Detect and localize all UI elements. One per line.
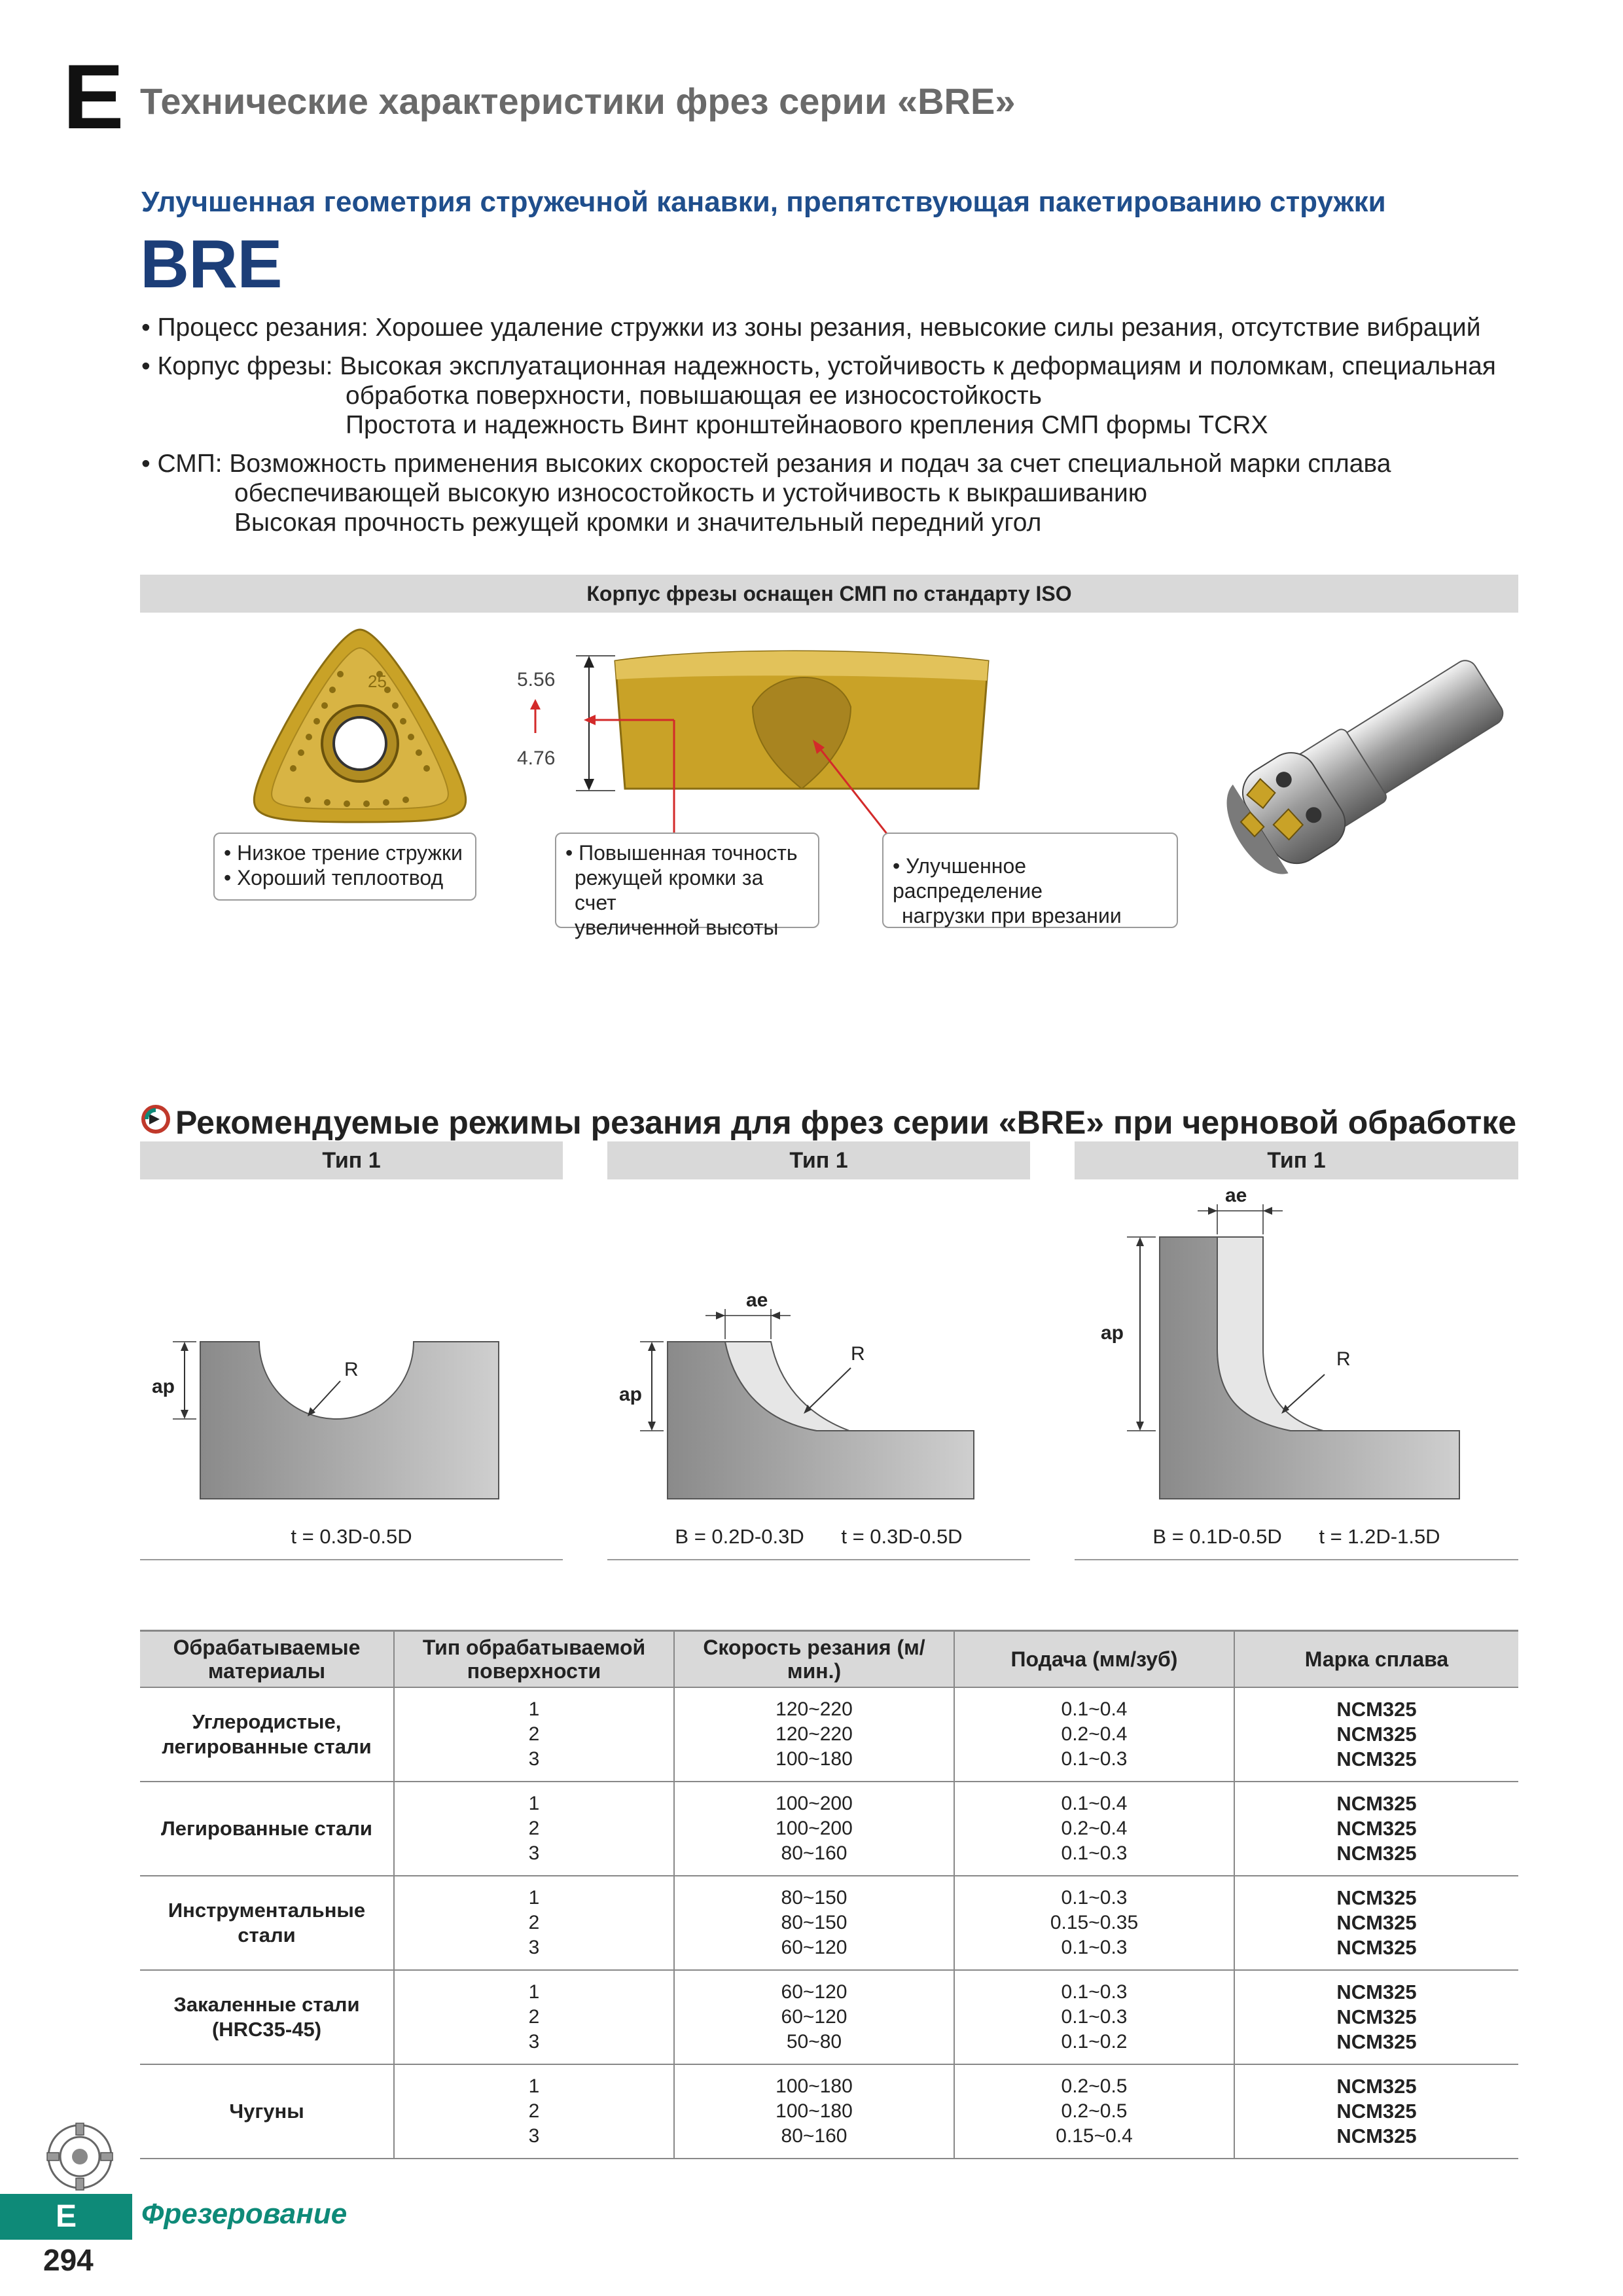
callout-line: • Улучшенное распределение bbox=[893, 854, 1043, 903]
value: 2 bbox=[528, 1723, 540, 1745]
type-cell bbox=[394, 2064, 674, 2159]
bullet-process bbox=[141, 313, 1496, 342]
value: 0.2~0.4 bbox=[1061, 1818, 1128, 1839]
material-cell: Углеродистые, легированные стали bbox=[140, 1687, 394, 1782]
formula-type-2 bbox=[607, 1525, 1030, 1549]
value: 0.1~0.2 bbox=[1061, 2031, 1128, 2053]
cutting-data-table bbox=[140, 1630, 1518, 2159]
value: 80~150 bbox=[781, 1912, 847, 1933]
cutter-logo-icon bbox=[41, 2121, 119, 2193]
label-ap: ap bbox=[619, 1384, 643, 1405]
value: NCM325 bbox=[1336, 1911, 1417, 1934]
type-cell bbox=[394, 1687, 674, 1782]
value: 0.2~0.5 bbox=[1061, 2075, 1128, 2097]
value: 80~160 bbox=[781, 1842, 847, 1864]
grade-cell bbox=[1234, 1782, 1518, 1876]
value: NCM325 bbox=[1336, 1723, 1417, 1746]
value: 60~120 bbox=[781, 1937, 847, 1958]
value: 60~120 bbox=[781, 1981, 847, 2003]
feed-cell bbox=[954, 1782, 1234, 1876]
callout-line: нагрузки при врезании bbox=[902, 904, 1122, 927]
formula: B = 0.1D-0.5D bbox=[1152, 1525, 1282, 1548]
insert-section-bar: Корпус фрезы оснащен СМП по стандарту ISO bbox=[140, 575, 1518, 613]
speed-cell bbox=[674, 1782, 954, 1876]
header-grade: Марка сплава bbox=[1234, 1631, 1518, 1688]
dimension-top: 5.56 bbox=[517, 669, 556, 691]
bullet-line: обеспечивающей высокую износостойкость и устойчивость к выкрашиванию bbox=[234, 479, 1148, 507]
value: 0.15~0.4 bbox=[1056, 2125, 1133, 2147]
formula-type-1 bbox=[140, 1525, 563, 1549]
value: 3 bbox=[528, 1937, 540, 1958]
value: 80~150 bbox=[781, 1887, 847, 1909]
value: 100~200 bbox=[776, 1818, 853, 1839]
value: 0.1~0.3 bbox=[1061, 1981, 1128, 2003]
value: NCM325 bbox=[1336, 2005, 1417, 2028]
callout-chip-friction bbox=[213, 833, 476, 901]
divider bbox=[1075, 1559, 1518, 1560]
type-cell bbox=[394, 1876, 674, 1970]
callout-line: • Низкое трение стружки bbox=[224, 841, 463, 865]
formula-type-3 bbox=[1075, 1525, 1518, 1549]
value: 2 bbox=[528, 2006, 540, 2028]
series-name: BRE bbox=[140, 226, 282, 302]
divider bbox=[607, 1559, 1030, 1560]
value: NCM325 bbox=[1336, 1936, 1417, 1959]
callout-line: режущей кромки за счет bbox=[575, 866, 764, 914]
label-r: R bbox=[344, 1359, 359, 1380]
value: 0.1~0.4 bbox=[1061, 1793, 1128, 1814]
page-title: Технические характеристики фрез серии «BRE» bbox=[140, 81, 1016, 122]
table-row bbox=[140, 1687, 1518, 1782]
speed-cell bbox=[674, 1687, 954, 1782]
header-speed: Скорость резания (м/мин.) bbox=[674, 1631, 954, 1688]
feed-cell bbox=[954, 1687, 1234, 1782]
bullet-body bbox=[141, 351, 1496, 440]
value: 2 bbox=[528, 1912, 540, 1933]
value: NCM325 bbox=[1336, 1842, 1417, 1865]
footer-section-tab: E bbox=[0, 2194, 132, 2240]
type-cell bbox=[394, 1970, 674, 2064]
value: 100~180 bbox=[776, 2100, 853, 2122]
value: 1 bbox=[528, 1981, 540, 2003]
value: NCM325 bbox=[1336, 1817, 1417, 1840]
insert-top-view bbox=[236, 622, 484, 831]
value: 1 bbox=[528, 1793, 540, 1814]
section-letter: E bbox=[63, 45, 124, 148]
speed-cell bbox=[674, 2064, 954, 2159]
value: 0.1~0.3 bbox=[1061, 1748, 1128, 1770]
grade-cell bbox=[1234, 1970, 1518, 2064]
grade-cell bbox=[1234, 1876, 1518, 1970]
callout-load-distribution bbox=[882, 833, 1178, 928]
label-ae: ae bbox=[746, 1289, 768, 1311]
bullet-line: обработка поверхности, повышающая ее износостойкость bbox=[346, 382, 1042, 410]
label-r: R bbox=[1336, 1348, 1351, 1370]
grade-cell bbox=[1234, 2064, 1518, 2159]
type-header-1: Тип 1 bbox=[140, 1141, 563, 1179]
formula: t = 0.3D-0.5D bbox=[291, 1525, 412, 1548]
recommend-title: Рекомендуемые режимы резания для фрез серии «BRE» при черновой обработке bbox=[175, 1104, 1517, 1141]
type-header-3: Тип 1 bbox=[1075, 1141, 1518, 1179]
value: 80~160 bbox=[781, 2125, 847, 2147]
feed-cell bbox=[954, 2064, 1234, 2159]
grade-cell bbox=[1234, 1687, 1518, 1782]
bullet-insert bbox=[141, 449, 1496, 537]
callout-edge-accuracy bbox=[555, 833, 819, 939]
label-r: R bbox=[851, 1343, 865, 1365]
callout-line: увеличенной высоты bbox=[575, 916, 779, 939]
feature-list bbox=[141, 313, 1496, 547]
type-header-2: Тип 1 bbox=[607, 1141, 1030, 1179]
value: 3 bbox=[528, 2125, 540, 2147]
value: NCM325 bbox=[1336, 2125, 1417, 2147]
value: 120~220 bbox=[776, 1698, 853, 1720]
insert-side-view bbox=[510, 641, 1008, 851]
value: NCM325 bbox=[1336, 1698, 1417, 1721]
value: 0.1~0.4 bbox=[1061, 1698, 1128, 1720]
dimension-bottom: 4.76 bbox=[517, 747, 556, 769]
formula: t = 0.3D-0.5D bbox=[841, 1525, 963, 1548]
callout-line: • Повышенная точность bbox=[565, 841, 798, 865]
callout-line: • Хороший теплоотвод bbox=[224, 866, 444, 889]
header-feed: Подача (мм/зуб) bbox=[954, 1631, 1234, 1688]
cutting-diagram-3 bbox=[1075, 1185, 1518, 1512]
feed-cell bbox=[954, 1970, 1234, 2064]
header-material: Обрабатываемые материалы bbox=[140, 1631, 394, 1688]
value: 2 bbox=[528, 1818, 540, 1839]
footer-chapter: Фрезерование bbox=[141, 2198, 348, 2230]
value: 3 bbox=[528, 1842, 540, 1864]
value: 60~120 bbox=[781, 2006, 847, 2028]
value: 0.1~0.3 bbox=[1061, 2006, 1128, 2028]
bullet-line: Простота и надежность Винт кронштейнаового крепления СМП формы TCRX bbox=[346, 411, 1268, 439]
speed-cell bbox=[674, 1876, 954, 1970]
header-surface-type: Тип обрабатываемой поверхности bbox=[394, 1631, 674, 1688]
divider bbox=[140, 1559, 563, 1560]
arrow-circle-icon bbox=[140, 1103, 173, 1136]
material-cell: Закаленные стали (HRC35-45) bbox=[140, 1970, 394, 2064]
milling-cutter-image bbox=[1217, 648, 1518, 884]
value: 100~180 bbox=[776, 2075, 853, 2097]
value: 100~180 bbox=[776, 1748, 853, 1770]
value: NCM325 bbox=[1336, 2075, 1417, 2098]
value: NCM325 bbox=[1336, 1886, 1417, 1909]
speed-cell bbox=[674, 1970, 954, 2064]
table-row bbox=[140, 1970, 1518, 2064]
value: 0.15~0.35 bbox=[1050, 1912, 1139, 1933]
value: 0.2~0.5 bbox=[1061, 2100, 1128, 2122]
value: 50~80 bbox=[786, 2031, 842, 2053]
table-header-row bbox=[140, 1631, 1518, 1688]
value: 1 bbox=[528, 1698, 540, 1720]
value: 1 bbox=[528, 1887, 540, 1909]
table-row bbox=[140, 2064, 1518, 2159]
subtitle: Улучшенная геометрия стружечной канавки, препятствующая пакетированию стружки bbox=[141, 186, 1386, 218]
value: 0.1~0.3 bbox=[1061, 1937, 1128, 1958]
value: 120~220 bbox=[776, 1723, 853, 1745]
feed-cell bbox=[954, 1876, 1234, 1970]
formula: t = 1.2D-1.5D bbox=[1319, 1525, 1440, 1548]
value: 2 bbox=[528, 2100, 540, 2122]
value: 3 bbox=[528, 1748, 540, 1770]
value: NCM325 bbox=[1336, 2030, 1417, 2053]
formula: B = 0.2D-0.3D bbox=[675, 1525, 804, 1548]
type-cell bbox=[394, 1782, 674, 1876]
material-cell: Чугуны bbox=[140, 2064, 394, 2159]
cutting-diagram-1 bbox=[140, 1185, 563, 1512]
label-ap: ap bbox=[1101, 1322, 1124, 1344]
table-row bbox=[140, 1782, 1518, 1876]
value: 1 bbox=[528, 2075, 540, 2097]
value: NCM325 bbox=[1336, 2100, 1417, 2123]
bullet-line: Высокая прочность режущей кромки и значительный передний угол bbox=[234, 509, 1042, 537]
cutting-diagram-2 bbox=[607, 1185, 1030, 1512]
material-cell: Инструментальные стали bbox=[140, 1876, 394, 1970]
value: NCM325 bbox=[1336, 1981, 1417, 2003]
label-ap: ap bbox=[152, 1376, 175, 1397]
page-number: 294 bbox=[43, 2243, 94, 2277]
value: NCM325 bbox=[1336, 1792, 1417, 1815]
material-cell: Легированные стали bbox=[140, 1782, 394, 1876]
value: 3 bbox=[528, 2031, 540, 2053]
value: 0.2~0.4 bbox=[1061, 1723, 1128, 1745]
insert-mark: 25 bbox=[368, 672, 387, 691]
bullet-line: • СМП: Возможность применения высоких скоростей резания и подач за счет специальной марки сплава bbox=[141, 450, 1391, 478]
bullet-line: • Процесс резания: Хорошее удаление стружки из зоны резания, невысокие силы резания, отсутствие вибраций bbox=[141, 314, 1481, 342]
bullet-line: • Корпус фрезы: Высокая эксплуатационная надежность, устойчивость к деформациям и поломкам, специальная bbox=[141, 352, 1496, 380]
value: NCM325 bbox=[1336, 1748, 1417, 1770]
label-ae: ae bbox=[1225, 1185, 1247, 1206]
table-row bbox=[140, 1876, 1518, 1970]
value: 0.1~0.3 bbox=[1061, 1887, 1128, 1909]
value: 0.1~0.3 bbox=[1061, 1842, 1128, 1864]
value: 100~200 bbox=[776, 1793, 853, 1814]
